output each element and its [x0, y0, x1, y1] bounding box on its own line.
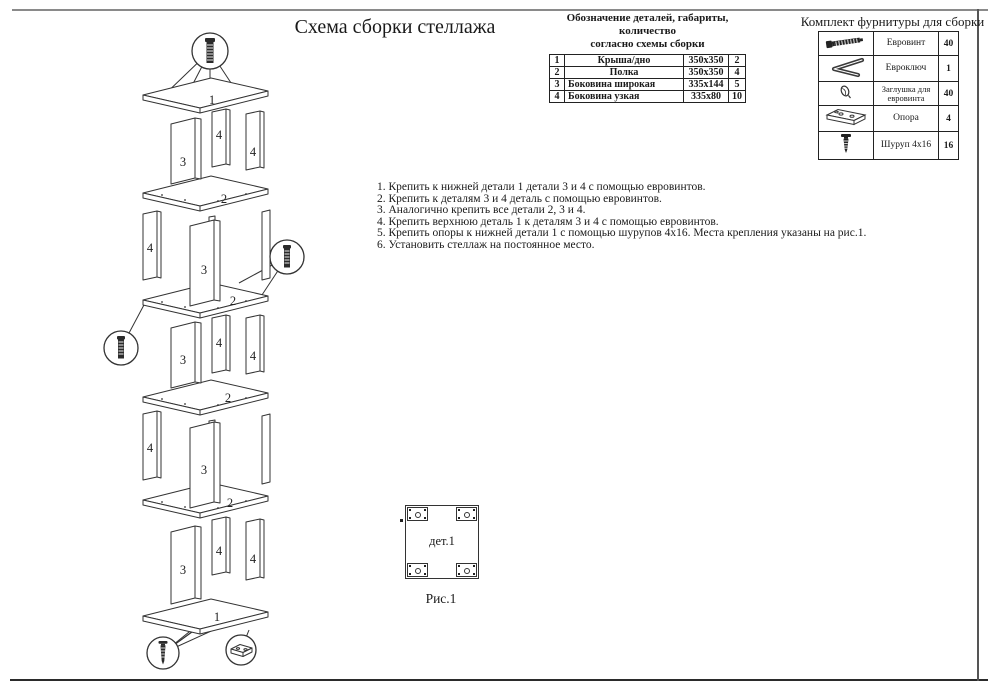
instruction-step: 1. Крепить к нижней детали 1 детали 3 и 4 с помощью евровинтов. — [377, 181, 706, 193]
callout-bottom-foot — [226, 635, 256, 665]
part-qty: 5 — [729, 79, 746, 91]
part-label-narrow: 4 — [215, 336, 223, 350]
hardware-qty: 40 — [939, 32, 959, 56]
table-row — [550, 67, 746, 79]
part-label-shelf: 2 — [224, 391, 232, 405]
panel-sliver — [262, 210, 270, 280]
part-qty: 10 — [729, 91, 746, 103]
part-label-wide: 3 — [179, 353, 187, 367]
callout-bottom-screw — [147, 637, 179, 669]
instruction-step: 2. Крепить к деталям 3 и 4 деталь с помощью евровинтов. — [377, 192, 662, 205]
parts-table — [549, 54, 746, 103]
hardware-name: Евровинт — [874, 32, 939, 56]
panel-wide — [171, 118, 201, 184]
part-label-narrow: 4 — [249, 552, 257, 566]
panel-sliver — [262, 414, 270, 484]
part-num: 4 — [550, 91, 565, 103]
hardware-qty: 40 — [939, 82, 959, 106]
shelf-slab — [143, 176, 268, 211]
hardware-qty: 1 — [939, 56, 959, 82]
foot-plate — [456, 507, 477, 521]
instructions-list — [377, 182, 937, 252]
parts-table-block — [540, 12, 755, 103]
screw-hole — [415, 512, 421, 518]
euro-screw-icon — [819, 32, 874, 56]
callout-right-euroscrew — [270, 240, 304, 274]
panel-narrow — [246, 111, 264, 170]
instruction-step: 4. Крепить верхнюю деталь 1 к деталям 3 и 4 с помощью евровинтов. — [377, 215, 719, 228]
part-labels — [147, 93, 257, 624]
part-label-narrow: 4 — [215, 128, 223, 142]
part-label-shelf: 2 — [220, 192, 228, 206]
panel-narrow — [246, 519, 264, 580]
euro-screw-icon — [117, 336, 125, 359]
euro-screw-icon — [205, 38, 215, 63]
part-size: 335x144 — [684, 79, 729, 91]
instruction-step: 5. Крепить опоры к нижней детали 1 с помощью шурупов 4x16. Места крепления указаны на рис.1. — [377, 227, 867, 240]
part-label-shelf: 2 — [226, 496, 234, 510]
table-row — [819, 132, 959, 160]
callout-top-euroscrew — [192, 33, 228, 69]
table-row — [550, 55, 746, 67]
figure1-caption: Рис.1 — [425, 591, 457, 606]
bottom-panel-slab — [143, 599, 268, 634]
edge-mark — [400, 519, 403, 522]
part-label-narrow: 4 — [146, 441, 154, 455]
figure1-part-label: дет.1 — [429, 534, 455, 548]
part-label-wide: 3 — [179, 155, 187, 169]
foot-icon — [819, 106, 874, 132]
hardware-name: Заглушка для евровинта — [874, 82, 939, 106]
hardware-name: Опора — [874, 106, 939, 132]
euro-screw-icon — [283, 245, 291, 268]
top-panel-slab — [143, 78, 268, 113]
instruction-step: 6. Установить стеллаж на постоянное место. — [377, 238, 595, 251]
part-size: 350x350 — [684, 67, 729, 79]
hardware-name: Евроключ — [874, 56, 939, 82]
part-label-top: 1 — [208, 93, 216, 107]
screw-hole — [464, 512, 470, 518]
table-row — [819, 56, 959, 82]
part-label-narrow: 4 — [249, 349, 257, 363]
part-qty: 2 — [729, 55, 746, 67]
foot-plate — [407, 563, 428, 577]
shelf-slab — [143, 380, 268, 415]
part-label-wide: 3 — [179, 563, 187, 577]
parts-table-title-line1: Обозначение деталей, габариты, количество — [566, 12, 729, 37]
part-num: 3 — [550, 79, 565, 91]
hardware-name: Шуруп 4x16 — [874, 132, 939, 160]
screw-hole — [415, 568, 421, 574]
hardware-table — [818, 31, 959, 160]
part-num: 2 — [550, 67, 565, 79]
part-name: Полка — [565, 67, 684, 79]
page-title: Схема сборки стеллажа — [294, 16, 496, 38]
part-name: Боковина широкая — [565, 79, 684, 91]
table-row — [819, 82, 959, 106]
part-label-bottom: 1 — [213, 610, 221, 624]
callout-left-euroscrew — [104, 331, 138, 365]
part-label-shelf: 2 — [229, 294, 237, 308]
hardware-qty: 16 — [939, 132, 959, 160]
foot-plate — [407, 507, 428, 521]
part-name: Боковина узкая — [565, 91, 684, 103]
screw-icon — [819, 132, 874, 160]
part-size: 335x80 — [684, 91, 729, 103]
part-label-wide: 3 — [200, 463, 208, 477]
part-num: 1 — [550, 55, 565, 67]
table-row — [819, 32, 959, 56]
part-label-narrow: 4 — [146, 241, 154, 255]
part-qty: 4 — [729, 67, 746, 79]
screw-hole — [464, 568, 470, 574]
part-name: Крыша/дно — [565, 55, 684, 67]
table-row — [819, 106, 959, 132]
instruction-step: 3. Аналогично крепить все детали 2, 3 и 4. — [377, 204, 586, 217]
panel-narrow — [246, 315, 264, 374]
hex-key-icon — [819, 56, 874, 82]
part-label-narrow: 4 — [249, 145, 257, 159]
cap-icon — [819, 82, 874, 106]
table-row — [550, 91, 746, 103]
table-row — [550, 79, 746, 91]
hardware-table-title: Комплект фурнитуры для сборки — [800, 14, 985, 29]
figure1-bottom-panel-drawing — [405, 505, 479, 579]
foot-plate — [456, 563, 477, 577]
hardware-qty: 4 — [939, 106, 959, 132]
parts-table-title-line2: согласно схемы сборки — [590, 38, 705, 50]
callouts — [104, 33, 304, 669]
part-size: 350x350 — [684, 55, 729, 67]
part-label-wide: 3 — [200, 263, 208, 277]
part-label-narrow: 4 — [215, 544, 223, 558]
